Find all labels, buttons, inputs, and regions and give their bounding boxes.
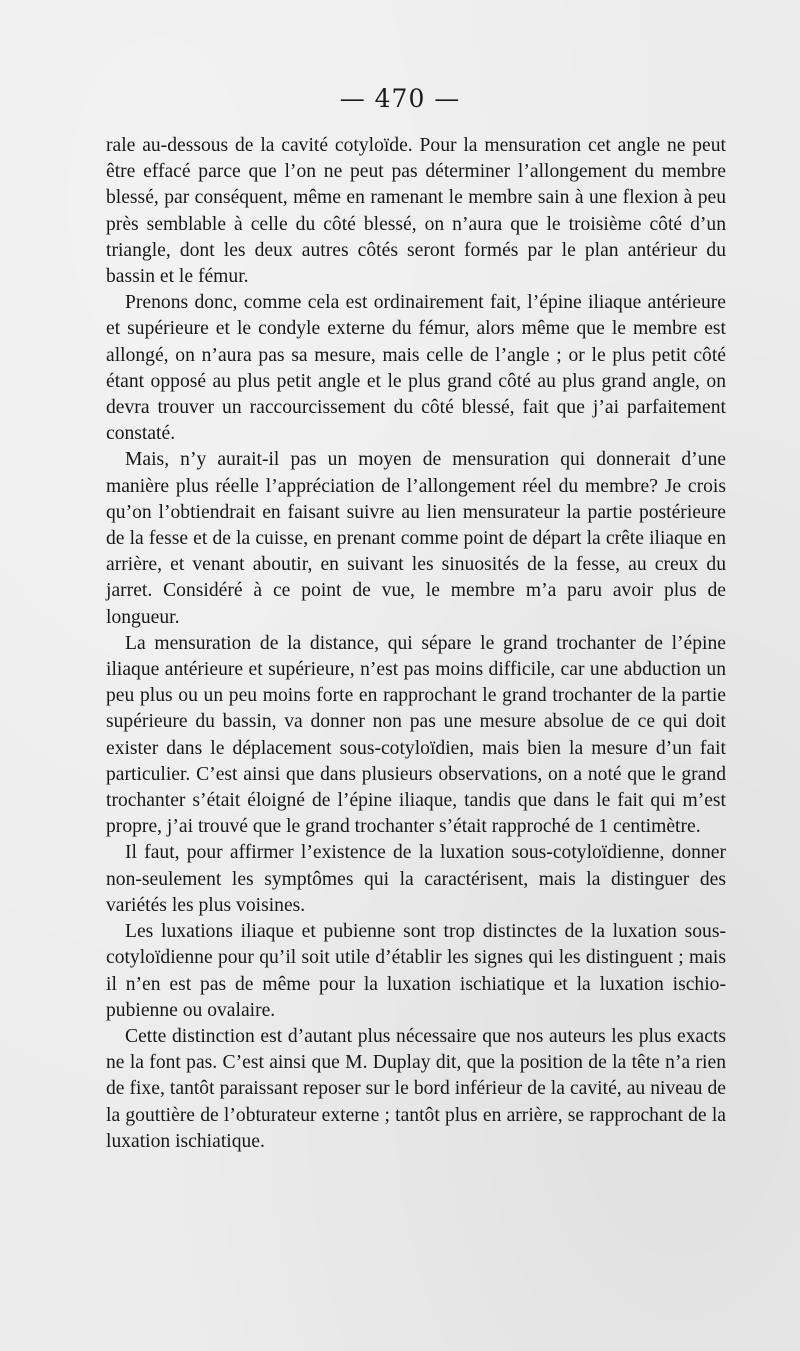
paragraph: La mensuration de la distance, qui sépare le grand trochanter de l’épine iliaque antérieure et supérieure, n’est pas moins difficile, car une abduction un peu plus ou un peu moins forte en rapprochant le grand trochanter de la partie supérieure du bassin, va donner non pas une mesure absolue de ce qui doit exister dans le déplacement sous-cotyloïdien, mais bien la mesure d’un fait particulier. C’est ainsi que dans plusieurs observations, on a noté que le grand trochanter s’était éloigné de l’épine iliaque, tandis que dans le fait qui m’est propre, j’ai trouvé que le grand trochanter s’était rapproché de 1 centimètre. [106, 632, 726, 838]
paragraph-continuation: rale au-dessous de la cavité cotyloïde. Pour la mensuration cet angle ne peut être effacé parce que l’on ne peut pas déterminer l’allongement du membre blessé, par conséquent, même en ramenant le membre sain à une flexion à peu près semblable à celle du côté blessé, on n’aura que le troisième côté d’un triangle, dont les deux autres côtés seront formés par le plan antérieur du bassin et le fémur. [106, 135, 726, 288]
paragraph: Il faut, pour affirmer l’existence de la luxation sous-cotyloïdienne, donner non-seulement les symptômes qui la caractérisent, mais la distinguer des variétés les plus voisines. [106, 842, 726, 916]
body-text [106, 133, 726, 1155]
paragraph: Mais, n’y aurait-il pas un moyen de mensuration qui donnerait d’une manière plus réelle l’appréciation de l’allongement réel du membre? Je crois qu’on l’obtiendrait en faisant suivre au lien mensurateur la partie postérieure de la fesse et de la cuisse, en prenant comme point de départ la crête iliaque en arrière, et venant aboutir, en suivant les sinuosités de la fesse, au creux du jarret. Considéré à ce point de vue, le membre m’a paru avoir plus de longueur. [106, 449, 726, 628]
paragraph: Cette distinction est d’autant plus nécessaire que nos auteurs les plus exacts ne la font pas. C’est ainsi que M. Duplay dit, que la position de la tête n’a rien de fixe, tantôt paraissant reposer sur le bord inférieur de la cavité, au niveau de la gouttière de l’obturateur externe ; tantôt plus en arrière, se rapprochant de la luxation ischiatique. [106, 1025, 726, 1152]
page-number: — 470 — [339, 84, 461, 113]
paragraph: Prenons donc, comme cela est ordinairement fait, l’épine iliaque antérieure et supérieure et le condyle externe du fémur, alors même que le membre est allongé, on n’aura pas sa mesure, mais celle de l’angle ; or le plus petit côté étant opposé au plus petit angle et le plus grand côté au plus grand angle, on devra trouver un raccourcissement du côté blessé, fait que j’ai parfaitement constaté. [106, 292, 726, 445]
paragraph: Les luxations iliaque et pubienne sont trop distinctes de la luxation sous-cotyloïdienne pour qu’il soit utile d’établir les signes qui les distinguent ; mais il n’en est pas de même pour la luxation ischiatique et la luxation ischio-pubienne ou ovalaire. [106, 921, 726, 1021]
